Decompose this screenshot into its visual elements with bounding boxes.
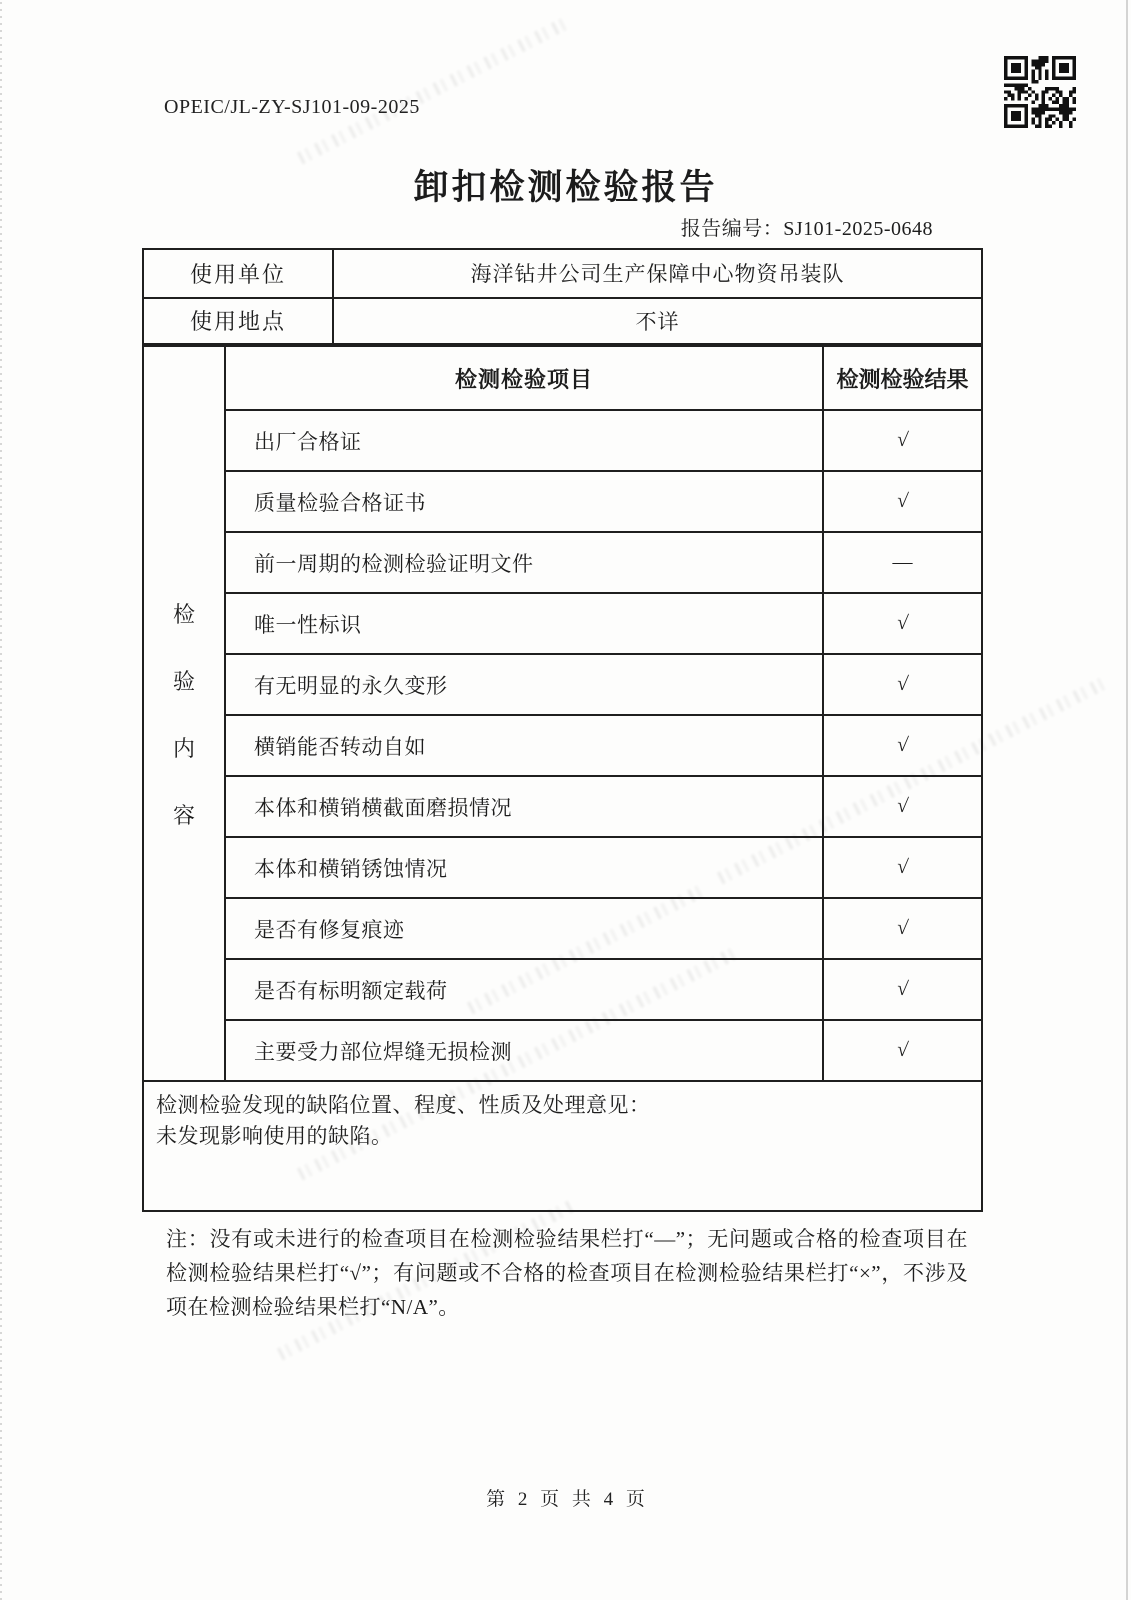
inspection-item: 出厂合格证 xyxy=(224,409,822,470)
info-value-unit: 海洋钻井公司生产保障中心物资吊装队 xyxy=(332,250,981,297)
inspection-result: √ xyxy=(822,714,981,775)
inspection-item: 本体和横销横截面磨损情况 xyxy=(224,775,822,836)
report-number xyxy=(681,212,933,241)
inspection-result: √ xyxy=(822,409,981,470)
scan-edge-right xyxy=(1126,0,1128,1600)
usage-info-table xyxy=(142,248,983,345)
side-label-inspection-content xyxy=(144,347,224,1080)
defect-remarks-finding: 未发现影响使用的缺陷。 xyxy=(156,1124,393,1148)
scan-artifact xyxy=(297,17,570,165)
inspection-item: 横销能否转动自如 xyxy=(224,714,822,775)
inspection-item: 是否有修复痕迹 xyxy=(224,897,822,958)
info-label-location: 使用地点 xyxy=(144,297,332,344)
defect-remarks-title: 检测检验发现的缺陷位置、程度、性质及处理意见： xyxy=(156,1093,651,1117)
side-label-char: 容 xyxy=(172,802,195,828)
side-label-char: 检 xyxy=(172,601,195,627)
inspection-result: √ xyxy=(822,653,981,714)
inspection-item: 主要受力部位焊缝无损检测 xyxy=(224,1019,822,1080)
inspection-item: 有无明显的永久变形 xyxy=(224,653,822,714)
defect-remarks-section xyxy=(144,1080,981,1214)
inspection-result: √ xyxy=(822,897,981,958)
report-number-value: SJ101-2025-0648 xyxy=(783,218,933,240)
inspection-item: 前一周期的检测检验证明文件 xyxy=(224,531,822,592)
scan-edge-left xyxy=(0,0,2,1600)
inspection-result: — xyxy=(822,531,981,592)
inspection-result: √ xyxy=(822,470,981,531)
inspection-result: √ xyxy=(822,592,981,653)
inspection-item: 质量检验合格证书 xyxy=(224,470,822,531)
info-label-unit: 使用单位 xyxy=(189,261,286,287)
inspection-item: 是否有标明额定载荷 xyxy=(224,958,822,1019)
info-value-location: 不详 xyxy=(332,297,981,344)
side-label-char: 验 xyxy=(172,668,195,694)
footnote: 注：没有或未进行的检查项目在检测检验结果栏打“—”；无问题或合格的检查项目在检测检验结果栏打“√”；有问题或不合格的检查项目在检测检验结果栏打“×”，不涉及项在检测检验结果栏打“N/A”。 xyxy=(166,1227,968,1319)
qr-code-icon xyxy=(1004,56,1076,128)
inspection-result: √ xyxy=(822,1019,981,1080)
page-number: 第 2 页 共 4 页 xyxy=(486,1489,645,1510)
inspection-result: √ xyxy=(822,836,981,897)
document-code: OPEIC/JL-ZY-SJ101-09-2025 xyxy=(164,96,420,118)
column-header-result: 检测检验结果 xyxy=(822,347,981,409)
column-header-item: 检测检验项目 xyxy=(224,347,822,409)
page-title: 卸扣检测检验报告 xyxy=(413,168,718,207)
inspection-table xyxy=(142,345,983,1212)
report-number-label: 报告编号： xyxy=(680,218,784,240)
inspection-item: 唯一性标识 xyxy=(224,592,822,653)
inspection-result: √ xyxy=(822,775,981,836)
side-label-char: 内 xyxy=(172,735,195,761)
inspection-item: 本体和横销锈蚀情况 xyxy=(224,836,822,897)
inspection-result: √ xyxy=(822,958,981,1019)
